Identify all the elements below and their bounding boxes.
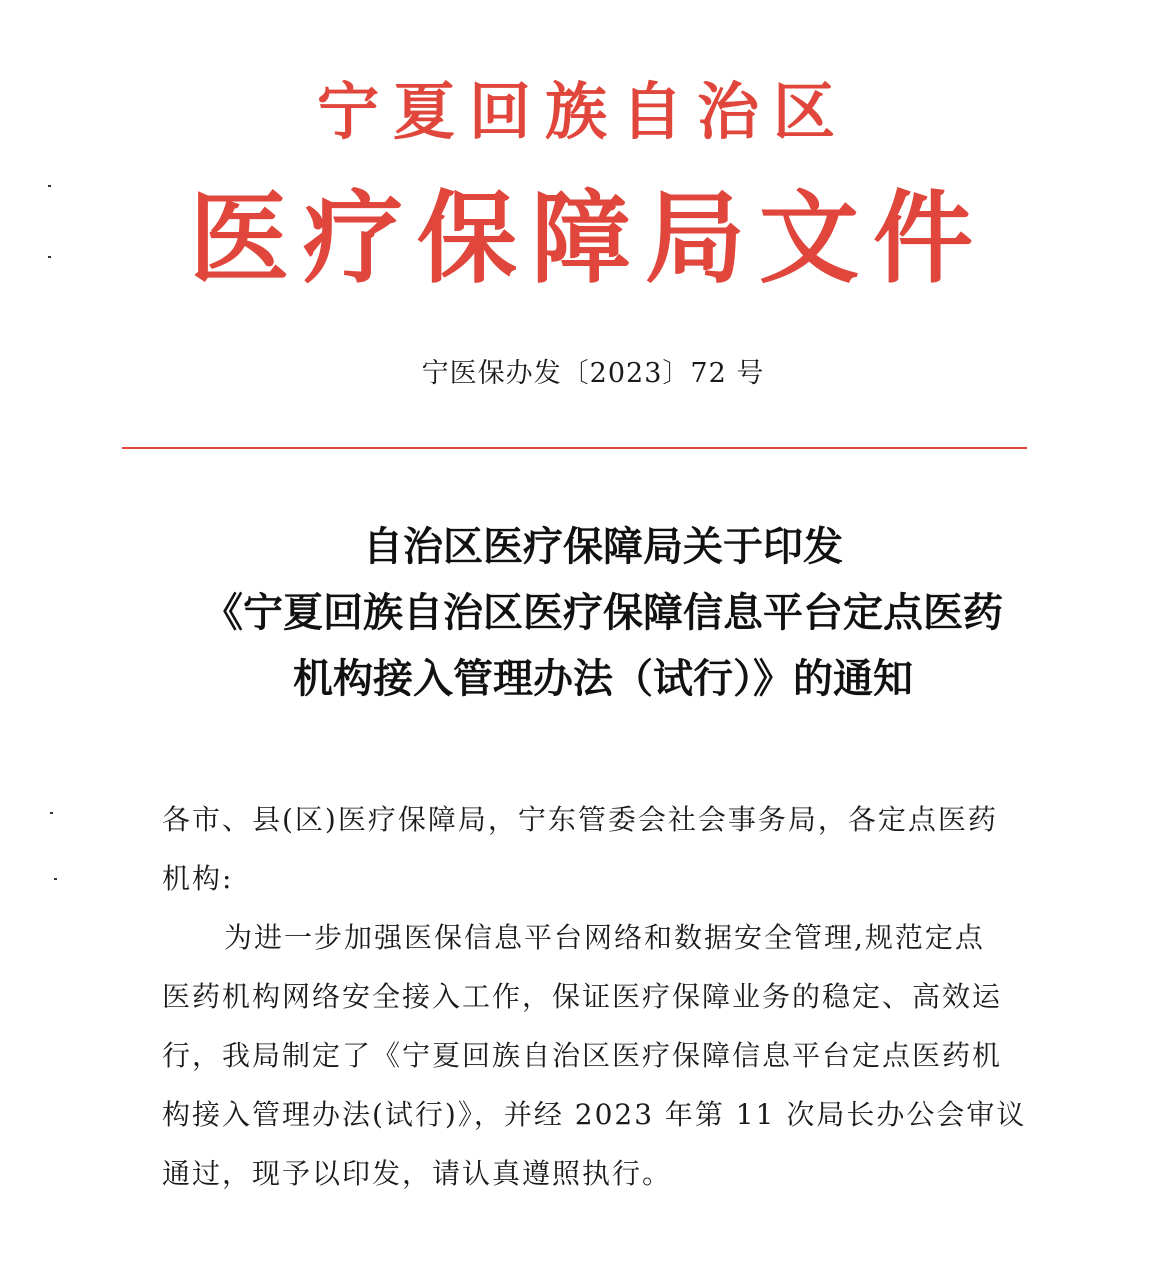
paragraph-line-4: 构接入管理办法(试行)》，并经 2023 年第 11 次局长办公会审议 (162, 1098, 1027, 1131)
recipients-line-1: 各市、县(区)医疗保障局，宁东管委会社会事务局，各定点医药 (162, 803, 998, 836)
notice-title-line-2: 《宁夏回族自治区医疗保障信息平台定点医药 (203, 589, 1003, 636)
notice-title-line-3: 机构接入管理办法（试行）》的通知 (293, 655, 913, 702)
scan-margin-mark (48, 185, 51, 187)
scan-margin-mark (54, 878, 57, 880)
notice-title (100, 514, 1106, 712)
paragraph-line-3: 行，我局制定了《宁夏回族自治区医疗保障信息平台定点医药机 (162, 1039, 1003, 1072)
scan-margin-mark (50, 812, 53, 814)
scan-margin-mark (48, 256, 51, 258)
notice-title-line-1: 自治区医疗保障局关于印发 (363, 523, 843, 570)
issuer-document-heading: 医疗保障局文件 (189, 179, 987, 297)
red-separator-line (122, 447, 1027, 449)
paragraph-line-2: 医药机构网络安全接入工作，保证医疗保障业务的稳定、高效运 (162, 980, 1003, 1013)
document-number: 宁医保办发〔2023〕72 号 (421, 358, 765, 389)
paragraph-line-1: 为进一步加强医保信息平台网络和数据安全管理,规范定点 (224, 921, 985, 954)
paragraph-line-5: 通过，现予以印发，请认真遵照执行。 (162, 1157, 673, 1190)
notice-body (162, 790, 1062, 1203)
issuer-region-heading: 宁夏回族自治区 (316, 75, 849, 148)
recipients-line-2: 机构: (162, 862, 234, 895)
